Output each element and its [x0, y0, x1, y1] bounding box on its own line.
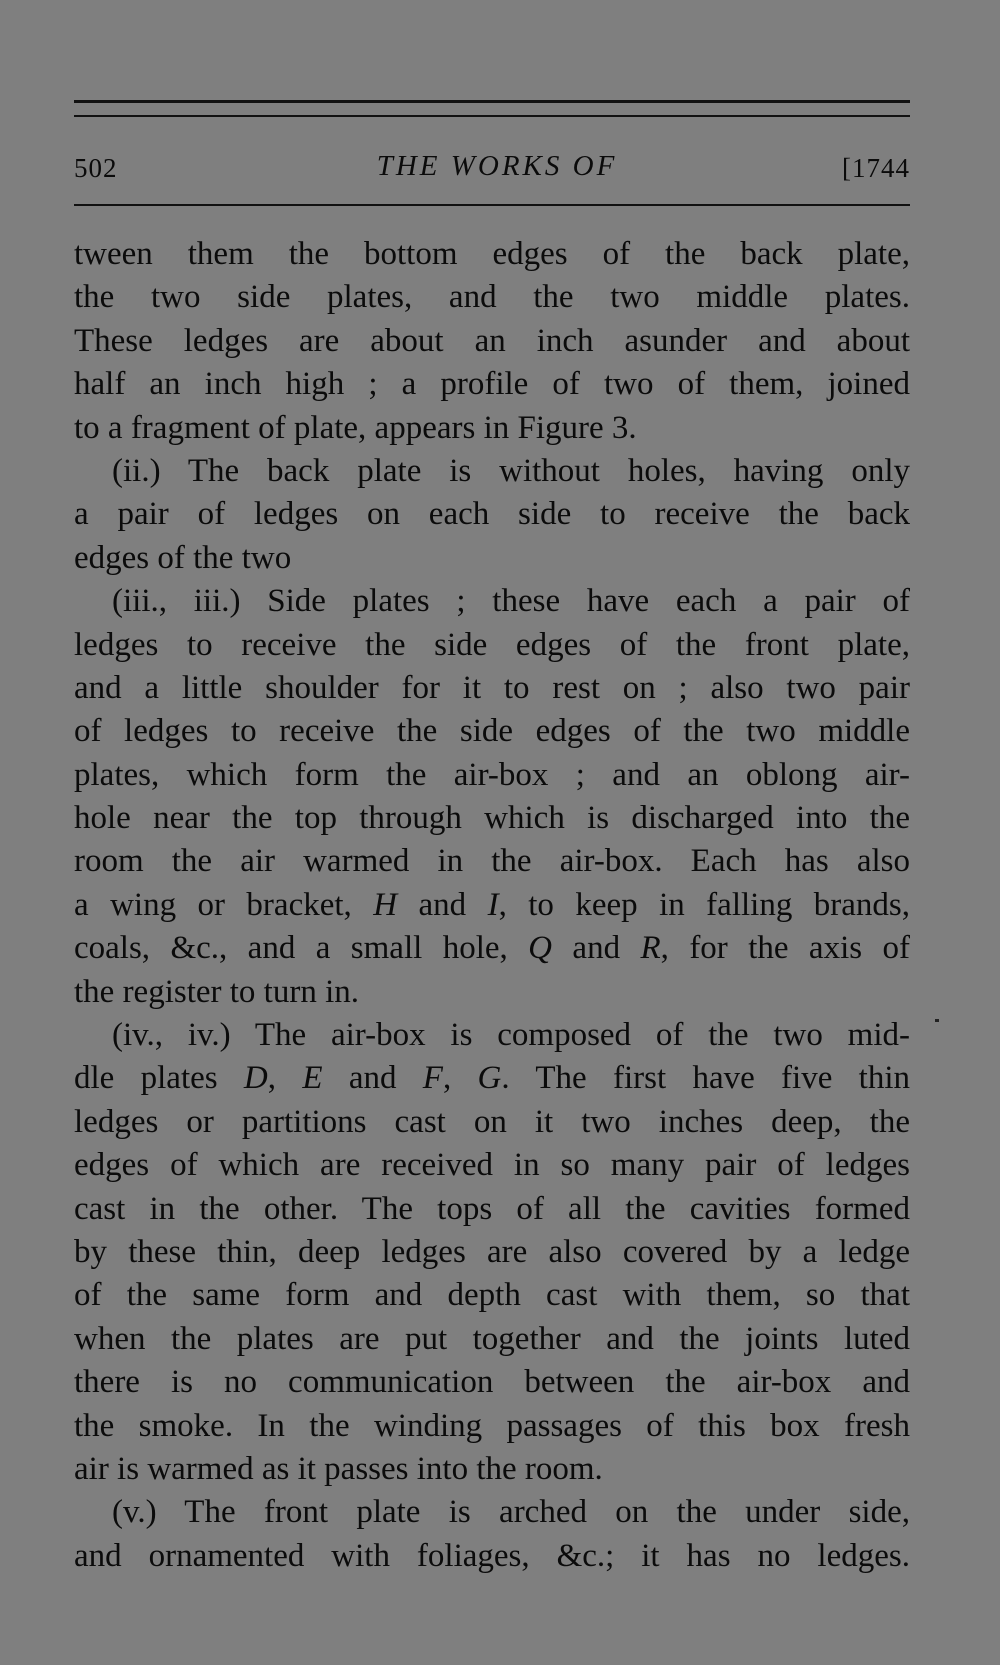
- text-line: dle plates D, E and F, G. The first have five thin: [74, 1060, 911, 1097]
- text-line: of the same form and depth cast with them, so that: [74, 1277, 910, 1314]
- text-line: hole near the top through which is discharged into the: [74, 800, 910, 837]
- page-number: 502: [74, 153, 118, 183]
- text-line: edges of which are received in so many pair of ledges: [74, 1147, 910, 1184]
- text-line: a pair of ledges on each side to receive the back: [74, 496, 910, 533]
- text-line: when the plates are put together and the joints luted: [74, 1320, 910, 1357]
- text-line: cast in the other. The tops of all the cavities formed: [74, 1190, 910, 1227]
- text-line: plates, which form the air-box ; and an oblong air-: [74, 756, 910, 793]
- text-line: (iv., iv.) The air-box is composed of the two mid-: [112, 1017, 910, 1054]
- body-text: [74, 233, 910, 1578]
- book-page: [74, 100, 910, 1578]
- text-line: the smoke. In the winding passages of this box fresh: [74, 1407, 910, 1444]
- text-line: ledges or partitions cast on it two inches deep, the: [74, 1103, 910, 1140]
- text-line: the two side plates, and the two middle plates.: [74, 279, 910, 316]
- text-line: and a little shoulder for it to rest on ; also two pair: [74, 669, 910, 706]
- margin-speck: [935, 1019, 939, 1022]
- text-line: tween them the bottom edges of the back plate,: [74, 236, 910, 272]
- running-head: [74, 117, 910, 183]
- text-line: of ledges to receive the side edges of the two middle: [74, 713, 910, 750]
- text-line: air is warmed as it passes into the room.: [74, 1450, 603, 1487]
- text-line: (v.) The front plate is arched on the under side,: [112, 1494, 910, 1531]
- text-line: coals, &c., and a small hole, Q and R, for the axis of: [74, 930, 910, 967]
- text-line: ledges to receive the side edges of the front plate,: [74, 626, 910, 663]
- text-line: by these thin, deep ledges are also covered by a ledge: [74, 1233, 910, 1270]
- text-line: These ledges are about an inch asunder and about: [74, 322, 910, 359]
- text-line: there is no communication between the air-box and: [74, 1364, 910, 1401]
- text-line: the register to turn in.: [74, 973, 360, 1010]
- text-line: a wing or bracket, H and I, to keep in falling brands,: [74, 886, 910, 923]
- running-title: THE WORKS OF: [376, 150, 618, 182]
- text-line: room the air warmed in the air-box. Each has also: [74, 843, 910, 880]
- top-rule-thick: [74, 100, 910, 103]
- text-line: (iii., iii.) Side plates ; these have each a pair of: [112, 583, 910, 620]
- text-line: half an inch high ; a profile of two of them, joined: [74, 366, 910, 403]
- text-line: (ii.) The back plate is without holes, having only: [112, 452, 910, 489]
- text-line: edges of the two: [74, 539, 292, 576]
- running-year: [1744: [842, 153, 910, 183]
- header-underline: [74, 204, 910, 206]
- text-line: to a fragment of plate, appears in Figure 3.: [74, 409, 637, 446]
- text-line: and ornamented with foliages, &c.; it has no ledges.: [74, 1537, 910, 1574]
